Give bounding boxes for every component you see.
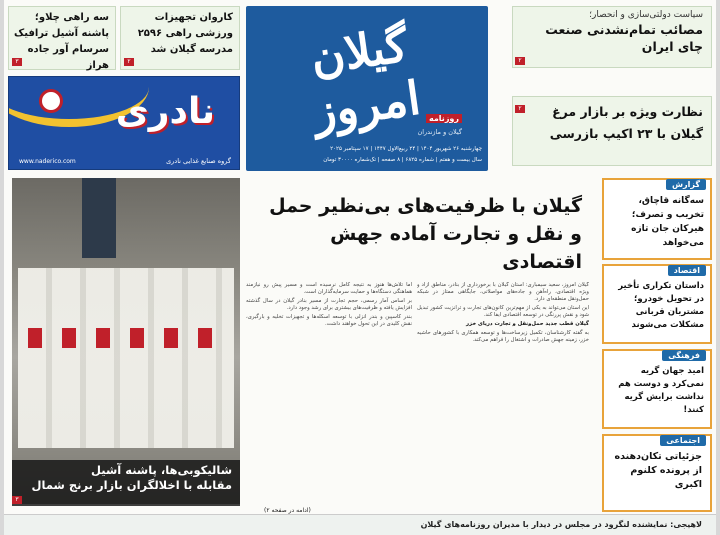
photo-caption[interactable] — [12, 460, 240, 506]
logo-badge: روزنامه — [426, 114, 462, 123]
side-headline: جزئیاتی تکان‌دهنده از پرونده کلنوم اکبری — [614, 451, 702, 490]
teaser-headline: نظارت ویژه بر بازار مرغ گیلان با ۲۳ اکیپ بازرسی — [549, 104, 703, 141]
article-subhead: گیلان قطب جدید حمل‌ونقل و تجارت دریای خزر — [466, 321, 589, 327]
article-paragraph: گیلان امروز، سعید سیمباری: استان گیلان با برخورداری از بنادر، مناطق آزاد و ویژه اقتصادی، راه‌آهن و جاده‌های مواصلاتی، جایگاهی ممتاز در شبکه حمل‌ونقل منطقه‌ای دارد. — [417, 282, 589, 302]
article-paragraph: بندر کاسپین و بندر انزلی با توسعه اسکله‌ها و تجهیزات تخلیه و بارگیری، نقش کلیدی در این تحول خواهند داشت. — [246, 314, 412, 327]
main-headline[interactable]: گیلان با ظرفیت‌های بی‌نظیر حمل و نقل و تجارت آماده جهش اقتصادی — [269, 195, 582, 273]
side-headline: داستان تکراری تأخیر در تحویل خودرو؛ مشتریان قربانی مشکلات می‌شوند — [618, 281, 704, 330]
page-number-badge: ۳ — [12, 58, 22, 66]
article-paragraph: این استان می‌تواند به یکی از مهم‌ترین کانون‌های تجارت و ترانزیت کشور تبدیل شود و نقش پررنگی در توسعه اقتصادی ایفا کند. — [417, 305, 589, 318]
page-number-badge: ۳ — [12, 496, 22, 504]
issue-line: سال بیست و هفتم | شماره ۶۸۲۵ | ۸ صفحه | تک‌شماره ۳۰۰۰۰ تومان — [323, 157, 482, 163]
ad-emblem — [39, 89, 63, 113]
top-left-teaser-2[interactable] — [8, 6, 116, 70]
ad-url[interactable]: www.naderico.com — [19, 158, 76, 165]
side-headline: امید جهان گریه نمی‌کرد و دوست هم نداشت برایش گریه کنند! — [618, 366, 704, 415]
photo-sack-labels — [28, 328, 228, 348]
bottom-headline: لاهیجی: نمایشنده لنگرود در مجلس در دیدار با مدیران روزنامه‌های گیلان — [420, 520, 702, 529]
article-paragraph: بر اساس آمار رسمی، حجم تجارت از مسیر بنادر گیلان در سال گذشته افزایش یافته و ظرفیت‌های بیشتری برای رشد وجود دارد. — [246, 298, 412, 311]
page-number-badge: ۲ — [515, 57, 525, 65]
newspaper-page — [4, 0, 716, 535]
article-column-right — [417, 282, 589, 506]
teaser-headline: کاروان تجهیزات ورزشی راهی ۲۵۹۶ مدرسه گیلان شد — [137, 12, 233, 55]
logo-title: گیلان امروز — [307, 17, 424, 139]
caption-line-2: مقابله با اخلالگران بازار برنج شمال — [31, 478, 232, 492]
side-headline: سه‌گانه قاچاق، تخریب و تصرف؛ هیرکان جان تازه می‌خواهد — [631, 196, 704, 248]
region-label: گیلان و مازندران — [417, 128, 462, 136]
ad-tagline: گروه صنایع غذایی نادری — [166, 157, 231, 165]
top-right-teaser[interactable] — [512, 6, 712, 68]
caption-line-1: شالیکوبی‌ها، پاشنه آشیل — [91, 463, 232, 477]
photo-sack-row — [18, 268, 234, 448]
page-number-badge: ۲ — [124, 58, 134, 66]
naderi-advertisement[interactable] — [8, 76, 240, 170]
category-tag: فرهنگی — [662, 350, 706, 361]
category-tag: اقتصاد — [668, 265, 706, 276]
ad-brand: نادری — [115, 91, 215, 132]
continued-note[interactable]: (ادامه در صفحه ۲) — [264, 507, 311, 514]
side-item-2[interactable] — [602, 264, 712, 344]
photo-worker — [82, 178, 116, 258]
top-left-teaser-1[interactable] — [120, 6, 240, 70]
rice-sacks-photo[interactable] — [12, 178, 240, 504]
category-tag: اجتماعی — [660, 435, 706, 446]
top-right-teaser-2[interactable] — [512, 96, 712, 166]
masthead — [246, 6, 488, 171]
side-item-4[interactable] — [602, 434, 712, 512]
page-number-badge: ۲ — [515, 105, 525, 113]
teaser-headline: مصائب تمام‌نشدنی صنعت چای ایران — [545, 22, 703, 54]
dateline: چهارشنبه ۲۶ شهریور ۱۴۰۴ | ۲۴ ربیع‌الاول ۱۴۴۷ | ۱۷ سپتامبر ۲۰۲۵ — [330, 146, 482, 152]
side-item-1[interactable] — [602, 178, 712, 260]
side-item-3[interactable] — [602, 349, 712, 429]
teaser-kicker: سیاست دولتی‌سازی و انحصار؛ — [589, 10, 703, 20]
article-column-left — [246, 282, 412, 506]
category-tag: گزارش — [666, 179, 706, 190]
teaser-headline: سه راهی چلاو؛ پاشنه آشیل ترافیک سرسام آور جاده هراز — [14, 12, 109, 71]
article-paragraph: به گفته کارشناسان، تکمیل زیرساخت‌ها و توسعه همکاری با کشورهای حاشیه خزر، زمینه جهش صادرات و اشتغال را فراهم می‌کند. — [417, 330, 589, 343]
bottom-strip[interactable] — [4, 514, 716, 535]
article-paragraph: اما تلاش‌ها هنوز به نتیجه کامل نرسیده است و مسیر پیش رو نیازمند هماهنگی دستگاه‌ها و حمایت سرمایه‌گذاران است. — [246, 282, 412, 295]
